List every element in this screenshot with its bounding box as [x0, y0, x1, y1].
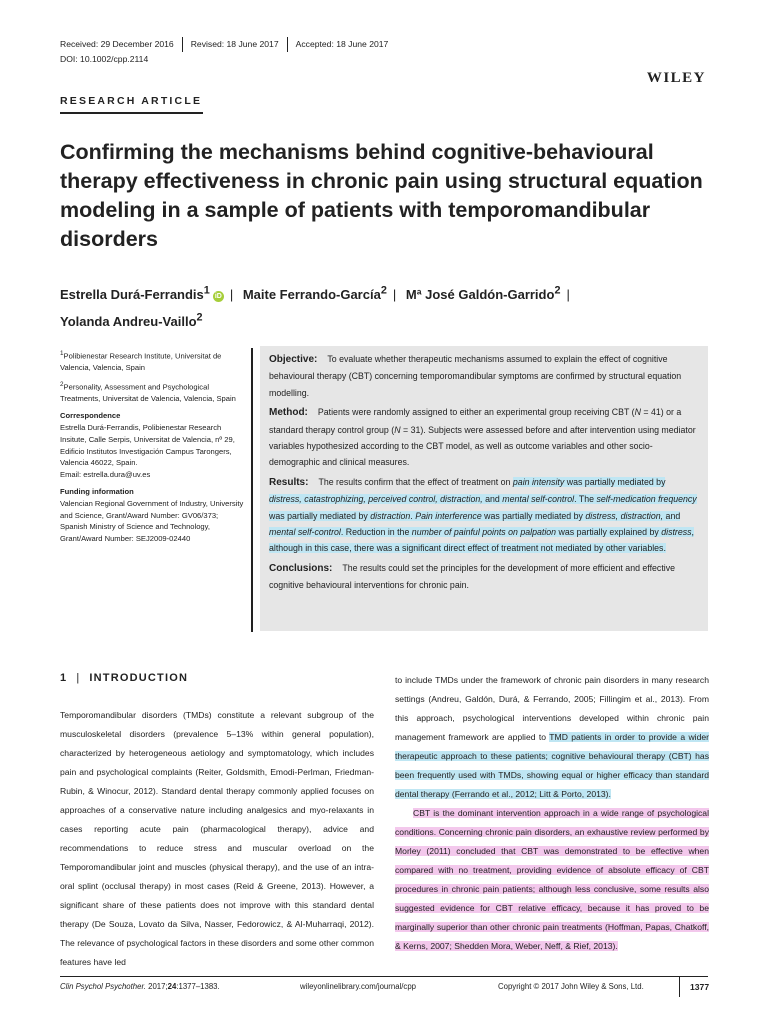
divider	[251, 348, 253, 632]
orcid-icon[interactable]: iD	[214, 293, 222, 301]
author-name[interactable]: Estrella Durá-Ferrandis$^1$	[60, 285, 210, 303]
author-name[interactable]: Maite Ferrando-García$^2$	[242, 285, 387, 303]
author-separator: |	[566, 287, 570, 303]
abstract-conclusions: Conclusions: The results could set the principles for the development of more efficient and effective cognitive behavioural interventions for chronic pain.	[269, 562, 676, 591]
doi-link[interactable]: DOI: 10.1002/cpp.2114	[60, 54, 149, 64]
page-number: 1377	[690, 982, 710, 992]
body-column-left	[60, 706, 374, 972]
abstract-results: Results: The results confirm that the effect of treatment on pain intensity was partially mediated by distress, catastrophizing, perceived control, distraction, and mental self-control. The self-medication frequency was partially mediated by distraction. Pain interference was partially mediated by distress, distraction, and mental self-control. Reduction in the number of painful points on palpation was partially explained by distress, although in this case, there was a significant direct effect of treatment not mediated by other variables.	[269, 476, 697, 554]
divider	[182, 37, 183, 52]
divider	[60, 112, 203, 114]
highlighted-text: CBT is the dominant intervention approach in a wide range of psychological conditions. Concerning chronic pain disorders, an exhaustive review performed by Morley (2011) concluded that CBT was demonstrated to be effective when compared with no treatment, providing evidence of absolute efficacy of CBT procedures in chronic pain patients; although less conclusive, some results also suggested evidence for CBT relative efficacy, because it has proved to be marginally superior than other chronic pain treatments (Hoffman, Papas, Chatkoff, & Kerns, 2007; Shedden Mora, Weber, Neff, & Rief, 2013).	[395, 808, 709, 951]
section-heading: 1 | INTRODUCTION	[60, 672, 189, 684]
body-paragraph: to include TMDs under the framework of chronic pain disorders in many research settings (Andreu, Galdón, Durá, & Ferrando, 2005; Fillingim et al., 2013). From this approach, psychological interventions developed within chronic pain management framework are applied to TMD patients in order to provide a wider therapeutic approach to these patients; cognitive behavioural therapy (CBT) has been frequently used with TMDs, showing equal or higher efficacy than standard dental therapy (Ferrando et al., 2012; Litt & Porto, 2013).	[395, 675, 709, 799]
abstract-objective: Objective: To evaluate whether therapeutic mechanisms assumed to explain the effect of cognitive behavioural therapy (CBT) concerning temporomandibular symptoms are confirmed by structural equation modelling.	[269, 354, 682, 398]
author-list	[60, 280, 720, 333]
footer-copyright: Copyright © 2017 John Wiley & Sons, Ltd.	[498, 982, 644, 991]
affiliations-sidebar	[60, 348, 246, 550]
divider	[679, 977, 680, 997]
author-separator: |	[392, 287, 397, 303]
body-column-right	[395, 671, 709, 956]
divider	[287, 37, 288, 52]
affiliation: $^2$Personality, Assessment and Psychological Treatments, Universitat de Valencia, Valencia, Spain	[60, 381, 236, 404]
correspondence-email[interactable]: Email: estrella.dura@uv.es	[60, 470, 151, 480]
abstract-box	[260, 346, 708, 631]
correspondence-heading: Correspondence	[60, 411, 121, 421]
funding-heading: Funding information	[60, 487, 134, 497]
body-paragraph: Temporomandibular disorders (TMDs) constitute a relevant subgroup of the musculoskeletal disorders (prevalence 5–13% within general population), characterized by heterogeneous aetiology and symptomatology, which includes pain and psychological complaints (Reiter, Goldsmith, Emodi-Perlman, Friedman-Rubin, & Winocur, 2012). Standard dental therapy commonly applied focuses on approaches of a conservative nature including analgesics and myo-relaxants in cases reporting acute pain (pharmacological therapy), advice and recommendations to reduce stress and muscular overload on the Temporomandibular joint and muscles (physical therapy), and the use of an intra-oral splint (occlusal therapy) in most cases (Reid & Greene, 2013). However, a significant share of these patients does not improve with this standard dental therapy (De Souza, Lovato da Silva, Nasser, Fedorowicz, & Al-Muharraqi, 2012). The relevance of psychological factors in these disorders and some other common features have led	[60, 710, 374, 967]
author-name[interactable]: Yolanda Andreu-Vaillo$^2$	[60, 311, 203, 329]
footer-citation: Clin Psychol Psychother. 2017;24:1377–1383.	[60, 982, 220, 991]
author-name[interactable]: Mª José Galdón-Garrido$^2$	[405, 285, 561, 303]
body-paragraph	[395, 804, 709, 956]
highlighted-text: TMD patients in order to provide a wider therapeutic approach to these patients; cognitive behavioural therapy (CBT) has been frequently used with TMDs, showing equal or higher efficacy than standard dental therapy (Ferrando et al., 2012; Litt & Porto, 2013).	[395, 732, 709, 799]
abstract-method: Method: Patients were randomly assigned to either an experimental group receiving CBT (N = 41) or a standard therapy control group (N = 31). Subjects were assessed before and after intervention using mediator variables hypothesized according to the CBT model, as well as outcome variables and other socio-demographic and clinical measures.	[269, 407, 696, 468]
received-date: Received: 29 December 2016	[60, 39, 174, 49]
author-separator: |	[229, 287, 234, 303]
correspondence-address: Estrella Durá-Ferrandis, Polibienestar Research Insitute, Calle Serpis, Universitat de Valencia, nº 29, Edificio Institutos Investigación Campus Tarongers, Valencia 46022, Spain.	[60, 423, 235, 468]
page-title: Confirming the mechanisms behind cognitive-behavioural therapy effectiveness in chronic pain using structural equation modeling in a sample of patients with temporomandibular disorders	[60, 140, 703, 251]
accepted-date: Accepted: 18 June 2017	[295, 39, 389, 49]
article-dates	[60, 36, 388, 52]
divider	[60, 976, 708, 977]
publisher-logo: WILEY	[646, 70, 706, 86]
funding-text: Valencian Regional Government of Industry, University and Science, Grant/Award Number: GV06/373; Spanish Ministry of Science and Technology, Grant/Award Number: SEJ2009-02440	[60, 498, 244, 544]
article-type: RESEARCH ARTICLE	[60, 95, 203, 107]
revised-date: Revised: 18 June 2017	[190, 39, 279, 49]
footer-url[interactable]: wileyonlinelibrary.com/journal/cpp	[300, 982, 416, 991]
affiliation: $^1$Polibienestar Research Institute, Universitat de Valencia, Valencia, Spain	[60, 350, 222, 373]
